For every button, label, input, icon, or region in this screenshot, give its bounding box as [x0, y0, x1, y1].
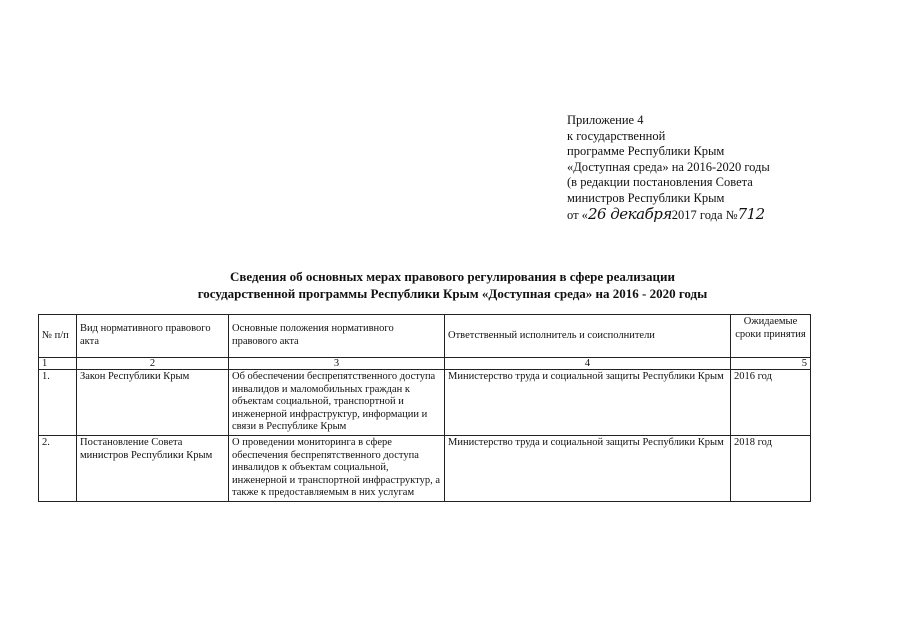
act-type: Закон Республики Крым — [77, 370, 229, 436]
handwritten-date: 26 декабря — [587, 204, 672, 223]
column-numbers-row — [39, 358, 811, 370]
handwritten-number: 712 — [737, 204, 765, 223]
row-number: 1. — [39, 370, 77, 436]
header-cell-executor: Ответственный исполнитель и соисполнители — [445, 315, 731, 358]
date-year: 2017 года № — [671, 207, 738, 222]
appendix-line: «Доступная среда» на 2016-2020 годы — [567, 159, 770, 174]
appendix-header — [567, 113, 770, 223]
act-term: 2018 год — [731, 435, 811, 501]
column-number: 5 — [731, 358, 811, 370]
row-number: 2. — [39, 435, 77, 501]
title-line-1: Сведения об основных мерах правового регулирования в сфере реализации — [230, 269, 675, 284]
table-row — [39, 435, 811, 501]
title-line-2: государственной программы Республики Крым «Доступная среда» на 2016 - 2020 годы — [197, 286, 708, 301]
act-executor: Министерство труда и социальной защиты Республики Крым — [445, 370, 731, 436]
header-cell-num: № п/п — [39, 315, 77, 358]
column-number: 1 — [39, 358, 77, 370]
header-cell-provisions: Основные положения нормативного правового акта — [229, 315, 445, 358]
measures-table — [38, 314, 811, 502]
act-provisions: Об обеспечении беспрепятственного доступа инвалидов и маломобильных граждан к объектам социальной, транспортной и инженерной инфраструктур, информации и связи в Республике Крым — [229, 370, 445, 436]
column-number: 2 — [77, 358, 229, 370]
appendix-line: Приложение 4 — [567, 113, 644, 127]
table-row — [39, 370, 811, 436]
act-executor: Министерство труда и социальной защиты Республики Крым — [445, 435, 731, 501]
document-title — [0, 268, 905, 302]
act-provisions: О проведении мониторинга в сфере обеспечения беспрепятственного доступа инвалидов к объектам социальной, инженерной и транспортной инфраструктур, а также к предоставляемым в них услугам — [229, 435, 445, 501]
act-term: 2016 год — [731, 370, 811, 436]
column-number: 3 — [229, 358, 445, 370]
act-type: Постановление Совета министров Республики Крым — [77, 435, 229, 501]
header-cell-term: Ожидаемые сроки принятия — [731, 315, 811, 358]
header-row — [39, 315, 811, 358]
appendix-line: (в редакции постановления Совета — [567, 175, 753, 190]
date-prefix: от « — [567, 207, 588, 222]
appendix-date-line — [567, 204, 770, 224]
column-number: 4 — [445, 358, 731, 370]
appendix-line: к государственной — [567, 128, 666, 143]
appendix-line: министров Республики Крым — [567, 190, 725, 205]
appendix-line: программе Республики Крым — [567, 144, 725, 159]
header-cell-type: Вид нормативного правового акта — [77, 315, 229, 358]
